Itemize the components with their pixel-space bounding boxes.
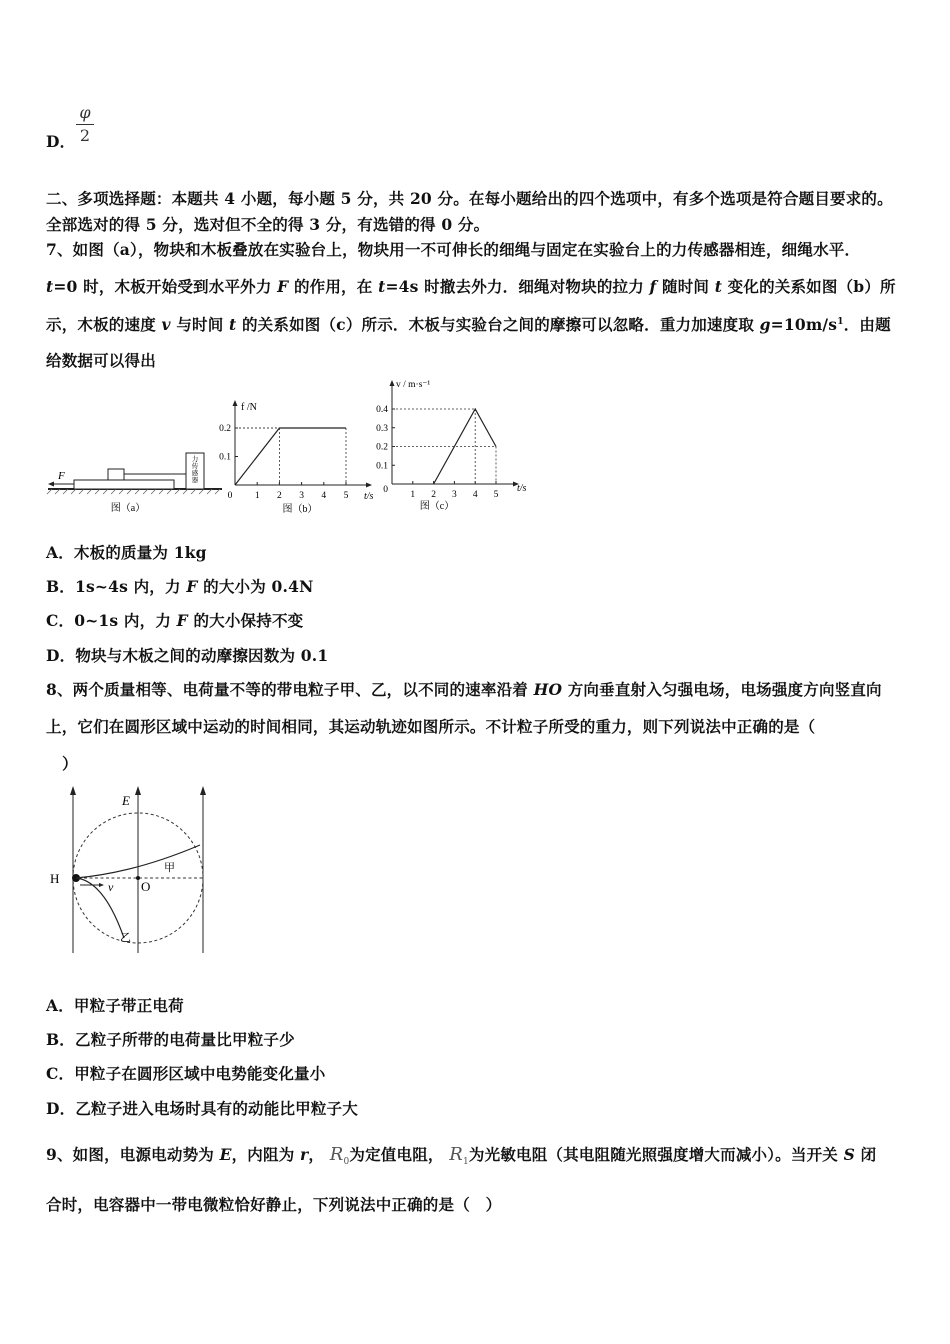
q7-option-a: A．木板的质量为 1kg <box>46 543 207 562</box>
field-label-e: E <box>122 793 130 808</box>
label-yi: 乙 <box>120 932 131 944</box>
b-xlabel: t/s <box>364 491 374 502</box>
q8-figure <box>44 783 224 963</box>
b-y-tick-label-0.1: 0.1 <box>219 452 231 463</box>
b-x-tick-label-3: 3 <box>299 491 304 501</box>
figure-a <box>44 445 224 520</box>
c-x-tick-label-5: 5 <box>493 490 499 500</box>
fraction-denominator: 2 <box>79 126 91 145</box>
b-x-tick-label-4: 4 <box>321 491 327 501</box>
q8-line3: ） <box>62 754 78 773</box>
q8-line1: 8、两个质量相等、电荷量不等的带电粒子甲、乙，以不同的速率沿着 HO 方向垂直射入匀强电场，电场强度方向竖直向 <box>46 680 882 699</box>
b-x-tick-label-5: 5 <box>343 491 349 501</box>
b-y-arrow <box>233 400 238 406</box>
point-o <box>136 876 140 880</box>
force-arrow-head <box>48 482 54 487</box>
label-o: O <box>141 879 151 894</box>
section2-line2: 全部选对的得 5 分，选对但不全的得 3 分，有选错的得 0 分。 <box>46 215 490 234</box>
fraction-numerator: φ <box>79 103 91 122</box>
q7-line3: 示，木板的速度 v 与时间 t 的关系如图（c）所示．木板与实验台之间的摩擦可以忽略．重力加速度取 $g=10m/s^1$．由题 <box>46 315 891 334</box>
figure-b-chart <box>215 397 380 522</box>
c-y-tick-label-0.4: 0.4 <box>376 405 388 415</box>
sensor-char-3: 感 <box>191 470 199 477</box>
field-arrow-left <box>70 786 76 795</box>
c-x-tick-label-1: 1 <box>410 490 416 500</box>
q7-line1: 7、如图（a），物块和木板叠放在实验台上，物块用一不可伸长的细绳与固定在实验台上的力传感器相连，细绳水平． <box>46 240 861 259</box>
c-x-tick-label-2: 2 <box>431 490 436 500</box>
q8-line2: 上，它们在圆形区域中运动的时间相同，其运动轨迹如图所示。不计粒子所受的重力，则下列说法中正确的是（ <box>46 717 816 736</box>
q7-line4: 给数据可以得出 <box>46 351 156 370</box>
q6-option-d-fraction <box>76 104 94 145</box>
label-v: v <box>108 880 114 894</box>
q7-option-d: D．物块与木板之间的动摩擦因数为 0.1 <box>46 646 329 665</box>
q9-line1: 9、如图，电源电动势为 E，内阻为 r， $R_0$为定值电阻， $R_1$为光敏电阻（其电阻随光照强度增大而减小）。当开关 S 闭 <box>46 1144 877 1168</box>
sensor-char-4: 器 <box>191 477 199 484</box>
figure-c-chart <box>362 375 537 522</box>
field-arrow-mid <box>135 786 141 795</box>
c-xlabel: t/s <box>517 483 527 494</box>
c-y-tick-label-0.3: 0.3 <box>376 423 388 434</box>
force-label: F <box>58 470 65 482</box>
q7-line2: t=0 时，木板开始受到水平外力 F 的作用，在 t=4s 时撤去外力．细绳对物块的拉力 f 随时间 t 变化的关系如图（b）所 <box>46 277 896 296</box>
figure-a-caption: 图（a） <box>110 503 146 514</box>
sensor-char-1: 力 <box>191 456 199 463</box>
section2-line1: 二、多项选择题：本题共 4 小题，每小题 5 分，共 20 分。在每小题给出的四个选项中，有多个选项是符合题目要求的。 <box>46 189 893 208</box>
b-series-line <box>235 428 346 485</box>
q8-option-c: C．甲粒子在圆形区域中电势能变化量小 <box>46 1064 326 1083</box>
q9-line2: 合时，电容器中一带电微粒恰好静止，下列说法中正确的是（ ） <box>46 1195 502 1214</box>
b-x-tick-label-1: 1 <box>254 491 260 501</box>
figure-b-caption: 图（b） <box>282 504 318 515</box>
symbol-r0: R <box>329 1144 344 1165</box>
q8-option-b: B．乙粒子所带的电荷量比甲粒子少 <box>46 1030 295 1049</box>
wooden-board <box>74 480 174 489</box>
c-ylabel: v / m·s⁻¹ <box>396 380 431 390</box>
c-y-tick-label-0.2: 0.2 <box>376 442 388 453</box>
field-arrow-right <box>200 786 206 795</box>
fraction-bar <box>76 124 94 125</box>
label-jia: 甲 <box>164 862 175 874</box>
c-x-tick-label-4: 4 <box>472 490 478 500</box>
c-x-tick-label-3: 3 <box>452 490 457 500</box>
b-ylabel: f /N <box>241 402 257 413</box>
c-y-arrow <box>390 380 395 386</box>
sensor-char-2: 传 <box>191 463 199 470</box>
field-lines <box>73 791 203 953</box>
b-x-tick-label-2: 2 <box>277 491 282 501</box>
c-y-tick-label-0.1: 0.1 <box>376 461 388 472</box>
label-h: H <box>50 871 60 886</box>
q7-option-c: C．0~1s 内，力 F 的大小保持不变 <box>46 611 304 630</box>
figure-c-caption: 图（c） <box>419 501 455 512</box>
b-y-tick-label-0.2: 0.2 <box>219 424 231 434</box>
q6-option-d-label: D． <box>46 132 76 151</box>
c-origin-label: 0 <box>383 485 388 495</box>
velocity-arrow-head <box>99 883 104 887</box>
path-yi <box>76 878 124 938</box>
q8-option-a: A．甲粒子带正电荷 <box>46 996 184 1015</box>
b-origin-label: 0 <box>227 491 233 501</box>
symbol-r1: R <box>449 1144 463 1165</box>
block <box>108 469 124 480</box>
q8-option-d: D．乙粒子进入电场时具有的动能比甲粒子大 <box>46 1099 358 1118</box>
q7-option-b: B．1s~4s 内，力 F 的大小为 0.4N <box>46 577 314 596</box>
